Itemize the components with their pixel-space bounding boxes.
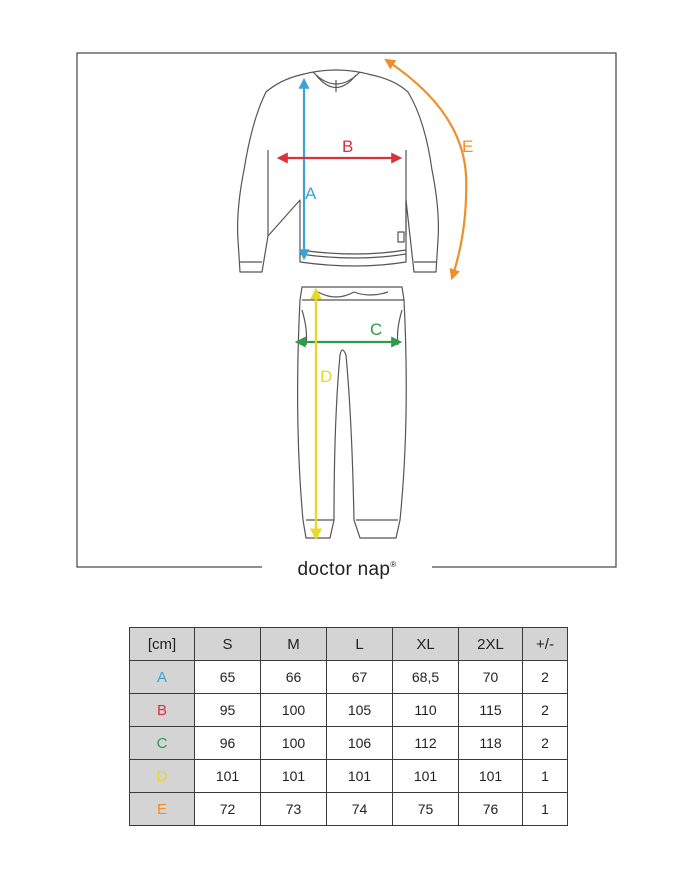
table-cell: 72 bbox=[195, 793, 261, 826]
table-cell: 1 bbox=[523, 793, 568, 826]
row-key: E bbox=[130, 793, 195, 826]
table-cell: 2 bbox=[523, 727, 568, 760]
row-key: A bbox=[130, 661, 195, 694]
table-cell: 101 bbox=[459, 760, 523, 793]
column-header: M bbox=[261, 628, 327, 661]
table-cell: 110 bbox=[393, 694, 459, 727]
table-cell: 1 bbox=[523, 760, 568, 793]
table-cell: 115 bbox=[459, 694, 523, 727]
brand-name: doctor nap bbox=[297, 559, 391, 580]
table-cell: 96 bbox=[195, 727, 261, 760]
column-header: XL bbox=[393, 628, 459, 661]
pants-drawing bbox=[298, 287, 407, 538]
column-header: +/- bbox=[523, 628, 568, 661]
diagram-frame bbox=[77, 53, 616, 567]
row-key: B bbox=[130, 694, 195, 727]
size-table bbox=[129, 627, 568, 826]
table-cell: 100 bbox=[261, 694, 327, 727]
column-header: S bbox=[195, 628, 261, 661]
brand-mark: ® bbox=[390, 560, 397, 569]
row-key: D bbox=[130, 760, 195, 793]
column-header: [cm] bbox=[130, 628, 195, 661]
measure-b-label: B bbox=[342, 137, 354, 156]
measure-a-label: A bbox=[305, 184, 317, 203]
table-cell: 106 bbox=[327, 727, 393, 760]
table-cell: 75 bbox=[393, 793, 459, 826]
table-cell: 101 bbox=[195, 760, 261, 793]
table-cell: 101 bbox=[393, 760, 459, 793]
table-row bbox=[130, 727, 568, 760]
sweatshirt-drawing bbox=[238, 70, 439, 272]
table-cell: 101 bbox=[261, 760, 327, 793]
table-row bbox=[130, 661, 568, 694]
table-cell: 67 bbox=[327, 661, 393, 694]
measure-e-arrow bbox=[386, 60, 466, 278]
table-cell: 65 bbox=[195, 661, 261, 694]
table-cell: 105 bbox=[327, 694, 393, 727]
table-cell: 112 bbox=[393, 727, 459, 760]
row-key: C bbox=[130, 727, 195, 760]
table-cell: 68,5 bbox=[393, 661, 459, 694]
measure-e-label: E bbox=[462, 137, 474, 156]
table-cell: 95 bbox=[195, 694, 261, 727]
table-cell: 101 bbox=[327, 760, 393, 793]
table-row bbox=[130, 694, 568, 727]
table-cell: 74 bbox=[327, 793, 393, 826]
table-cell: 70 bbox=[459, 661, 523, 694]
table-cell: 76 bbox=[459, 793, 523, 826]
table-row bbox=[130, 760, 568, 793]
brand-logo bbox=[262, 548, 432, 582]
column-header: L bbox=[327, 628, 393, 661]
table-cell: 66 bbox=[261, 661, 327, 694]
table-row bbox=[130, 793, 568, 826]
table-header-row bbox=[130, 628, 568, 661]
column-header: 2XL bbox=[459, 628, 523, 661]
table-cell: 100 bbox=[261, 727, 327, 760]
measure-c-label: C bbox=[370, 320, 383, 339]
table-cell: 2 bbox=[523, 661, 568, 694]
table-cell: 2 bbox=[523, 694, 568, 727]
table-cell: 118 bbox=[459, 727, 523, 760]
table-cell: 73 bbox=[261, 793, 327, 826]
measure-d-label: D bbox=[320, 367, 333, 386]
